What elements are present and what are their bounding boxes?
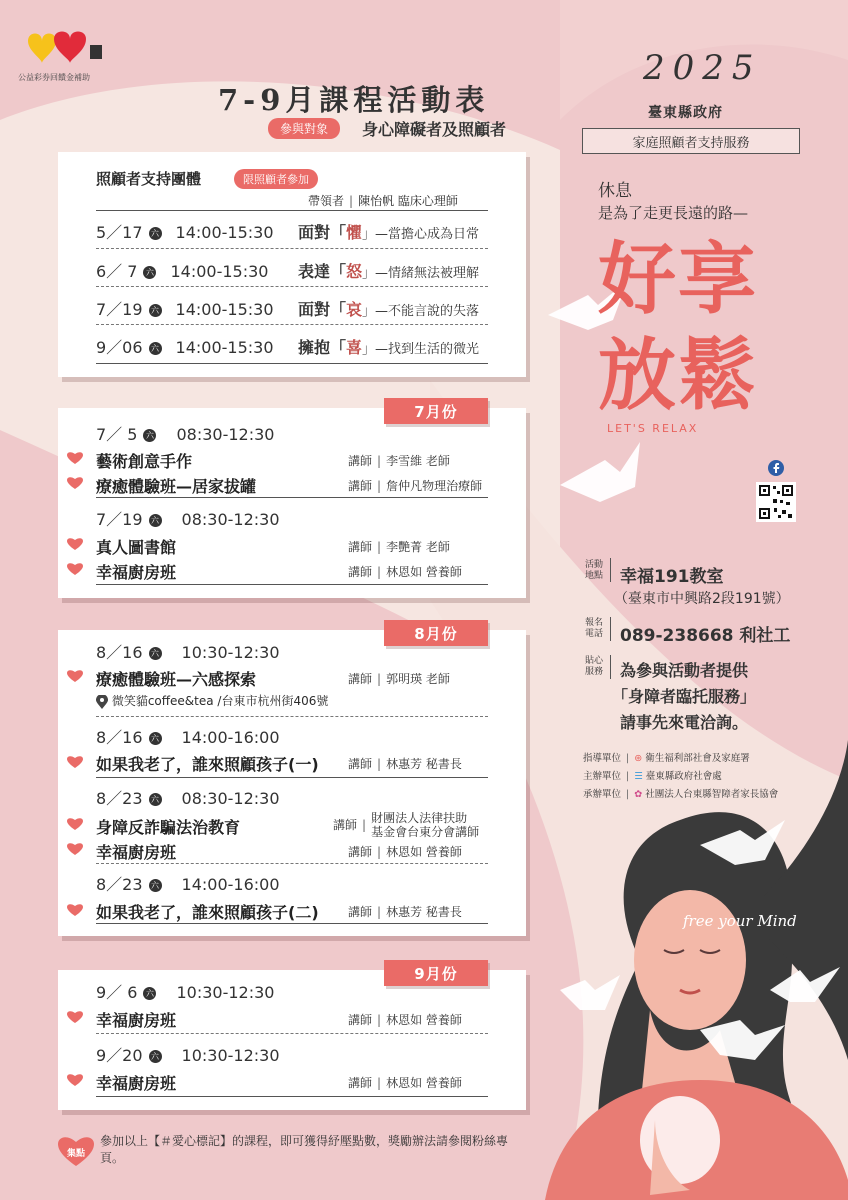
september-card [58, 970, 526, 1110]
teacher-line: 講師 | 林恩如 營養師 [348, 1076, 462, 1090]
date-row: 7／19 六 08:30-12:30 [96, 510, 280, 529]
leader-label: 帶領者 [308, 194, 345, 208]
leader-line: 帶領者 | 陳怡帆 臨床心理師 [308, 194, 458, 208]
heart-mark-icon [67, 817, 83, 831]
service-line-2: 「身障者臨托服務」 [612, 687, 757, 706]
service-line-1: 為參與活動者提供 [620, 661, 749, 680]
teacher-line: 講師 | 詹仲凡物理治療師 [348, 479, 483, 493]
service-line-3: 請事先來電洽詢。 [620, 713, 749, 732]
lets-relax: LET'S RELAX [607, 422, 699, 435]
map-pin-icon [96, 695, 108, 709]
phone-label: 報名電話 [584, 618, 603, 639]
session-topic: 擁抱「喜」—找到生活的微光 [298, 338, 480, 357]
session-topic: 表達「怒」—情緒無法被理解 [298, 262, 480, 281]
session-topic: 面對「懼」—當擔心成為日常 [298, 223, 480, 242]
heart-mark-icon [67, 669, 83, 683]
date-row: 9／20 六 10:30-12:30 [96, 1046, 280, 1065]
date-row: 7／ 5 六 08:30-12:30 [96, 425, 275, 444]
course-name: 身障反詐騙法治教育 [96, 818, 241, 837]
teacher-line: 講師 | 林惠芳 秘書長 [348, 757, 462, 771]
session-topic: 面對「哀」—不能言說的失落 [298, 300, 480, 319]
slogan-line-1: 休息 [598, 181, 632, 201]
tab-september: 9月份 [384, 960, 488, 986]
heart-mark-icon [67, 476, 83, 490]
sponsor-text: 公益彩券回饋金補助 [18, 73, 90, 82]
course-name: 真人圖書館 [96, 538, 177, 557]
course-name: 藝術創意手作 [96, 452, 193, 471]
course-name: 幸福廚房班 [96, 1011, 177, 1030]
venue-address: （臺東市中興路2段191號） [614, 591, 790, 607]
date-row: 8／23 六 14:00-16:00 [96, 875, 280, 894]
august-card [58, 630, 526, 936]
course-name: 如果我老了，誰來照顧孩子(二) [96, 903, 319, 922]
heart-mark-icon [67, 1010, 83, 1024]
unit-row: 承辦單位 | ✿ 社團法人台東縣智障者家長協會 [583, 789, 779, 800]
session-row: 7／19 六 14:00-15:30 [96, 300, 274, 319]
support-group-card [58, 152, 526, 377]
stamp-label: 集點 [66, 1149, 85, 1159]
teacher-line: 講師 | 林恩如 營養師 [348, 845, 462, 859]
gov-name: 臺東縣政府 [648, 105, 723, 121]
teacher-line: 講師 | 李艷菁 老師 [348, 540, 450, 554]
free-your-mind: free your Mind [683, 912, 797, 930]
unit-row: 主辦單位 | ☰ 臺東縣政府社會處 [583, 771, 722, 782]
course-name: 幸福廚房班 [96, 1074, 177, 1093]
teacher-line: 講師 | 林恩如 營養師 [348, 1013, 462, 1027]
course-name: 療癒體驗班—居家拔罐 [96, 477, 257, 496]
course-name: 如果我老了，誰來照顧孩子(一) [96, 755, 319, 774]
heart-mark-icon [67, 903, 83, 917]
target-audience: 身心障礙者及照顧者 [362, 120, 507, 139]
date-row: 9／ 6 六 10:30-12:30 [96, 983, 275, 1002]
venue-name: 幸福191教室 [620, 567, 724, 587]
teacher-line: 講師 | 郭明瑛 老師 [348, 672, 450, 686]
heart-mark-icon [67, 755, 83, 769]
teacher-line: 講師 | 財團法人法律扶助 基金會台東分會講師 [333, 811, 480, 839]
page-title: 7-9月課程活動表 [218, 83, 490, 117]
unit-row: 指導單位 | ⊛ 衛生福利部社會及家庭署 [583, 753, 750, 764]
leader-name: 陳怡帆 臨床心理師 [358, 194, 458, 208]
course-name: 幸福廚房班 [96, 843, 177, 862]
phone-number: 089-238668 利社工 [620, 626, 791, 646]
heart-mark-icon [67, 842, 83, 856]
qr-code-icon[interactable] [756, 482, 796, 522]
course-name: 幸福廚房班 [96, 563, 177, 582]
date-row: 8／16 六 14:00-16:00 [96, 728, 280, 747]
facebook-icon[interactable] [768, 460, 784, 476]
heart-mark-icon [67, 1073, 83, 1087]
teacher-line: 講師 | 李雪維 老師 [348, 454, 450, 468]
course-name: 療癒體驗班—六感探索 [96, 670, 257, 689]
year-mark: 2025 [643, 48, 762, 88]
session-row: 6／ 7 六 14:00-15:30 [96, 262, 269, 281]
support-group-title: 照顧者支持團體 [96, 170, 202, 188]
session-row: 9／06 六 14:00-15:30 [96, 338, 274, 357]
july-card [58, 408, 526, 598]
slogan-line-2: 是為了走更長遠的路— [598, 204, 749, 222]
heart-mark-icon [67, 562, 83, 576]
service-banner: 家庭照顧者支持服務 [582, 128, 800, 154]
heart-mark-icon [67, 537, 83, 551]
date-row: 8／23 六 08:30-12:30 [96, 789, 280, 808]
teacher-line: 講師 | 林惠芳 秘書長 [348, 905, 462, 919]
venue-label: 活動地點 [584, 560, 603, 581]
tab-august: 8月份 [384, 620, 488, 646]
teacher-line: 講師 | 林恩如 營養師 [348, 565, 462, 579]
target-label-pill: 參與對象 [268, 118, 340, 139]
date-row: 8／16 六 10:30-12:30 [96, 643, 280, 662]
big-title: 好享放鬆 [598, 235, 759, 421]
location-line: 微笑貓coffee&tea /台東市杭州街406號 [96, 692, 328, 709]
session-row: 5／17 六 14:00-15:30 [96, 223, 274, 242]
footer-note: 參加以上【＃愛心標記】的課程，即可獲得紓壓點數，獎勵辦法請參閱粉絲專頁。 [100, 1134, 509, 1165]
heart-mark-icon [67, 451, 83, 465]
service-label: 貼心服務 [584, 656, 603, 677]
members-only-tag: 限照顧者參加 [234, 169, 318, 189]
tab-july: 7月份 [384, 398, 488, 424]
